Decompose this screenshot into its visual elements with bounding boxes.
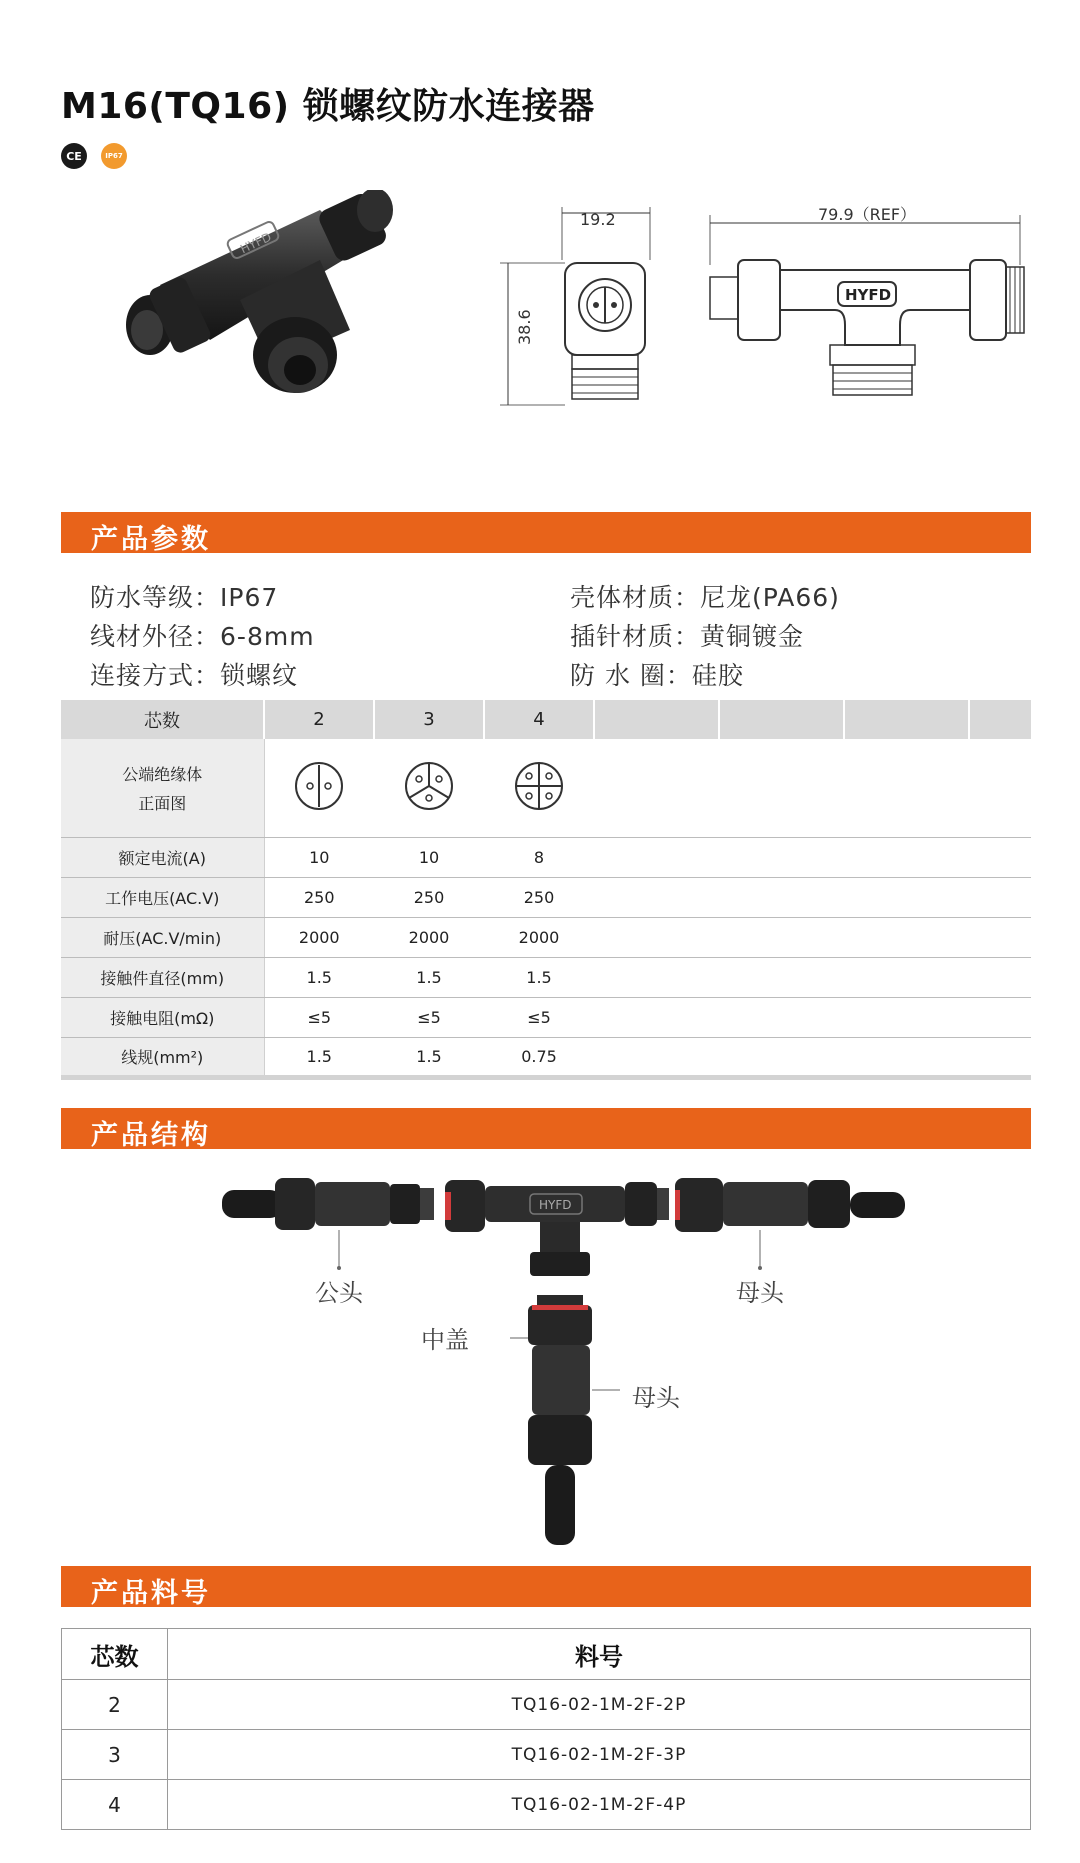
label-female-connector-right: 母头 bbox=[736, 1279, 784, 1307]
spec-table-header bbox=[61, 700, 1031, 739]
table-cell: 250 bbox=[264, 877, 374, 917]
table-cell: 2 bbox=[62, 1680, 168, 1730]
table-cell: ≤5 bbox=[374, 997, 484, 1037]
pin-3-diagram bbox=[374, 739, 484, 837]
table-cell: 1.5 bbox=[484, 957, 594, 997]
table-cell: TQ16-02-1M-2F-4P bbox=[168, 1780, 1031, 1830]
label-male-connector: 公头 bbox=[315, 1279, 363, 1307]
spec-table bbox=[61, 700, 1031, 1080]
section-title: 产品料号 bbox=[91, 1578, 211, 1609]
table-cell: 2000 bbox=[374, 917, 484, 957]
table-cell: 2000 bbox=[484, 917, 594, 957]
product-photo bbox=[120, 190, 470, 420]
table-row bbox=[61, 997, 1031, 1037]
section-header-structure bbox=[61, 1108, 1031, 1149]
table-cell: 2000 bbox=[264, 917, 374, 957]
pn-table-header bbox=[62, 1629, 1031, 1680]
ip67-certification-icon: IP67 bbox=[101, 143, 127, 169]
drawing-brand-label: HYFD bbox=[845, 286, 892, 304]
front-view-drawing bbox=[700, 205, 1040, 410]
core-count-header: 芯数 bbox=[62, 1629, 168, 1680]
height-dimension: 38.6 bbox=[515, 309, 534, 345]
section-header-params bbox=[61, 512, 1031, 553]
table-row bbox=[62, 1730, 1031, 1780]
length-dimension: 79.9（REF） bbox=[818, 205, 917, 224]
pin-3-icon bbox=[403, 760, 455, 812]
label-middle-cap: 中盖 bbox=[421, 1326, 469, 1354]
table-cell: 250 bbox=[484, 877, 594, 917]
row-label: 线规(mm²) bbox=[61, 1037, 264, 1077]
table-cell: 1.5 bbox=[264, 957, 374, 997]
part-number-header: 料号 bbox=[168, 1629, 1031, 1680]
row-label: 接触电阻(mΩ) bbox=[61, 997, 264, 1037]
table-row bbox=[61, 739, 1031, 837]
core-col bbox=[969, 700, 1031, 739]
page-title: M16(TQ16) 锁螺纹防水连接器 bbox=[61, 86, 595, 127]
param-seal: 防 水 圈：硅胶 bbox=[570, 661, 744, 690]
table-cell: 4 bbox=[62, 1780, 168, 1830]
param-pin-material: 插针材质：黄铜镀金 bbox=[570, 622, 805, 651]
core-col bbox=[719, 700, 844, 739]
table-row bbox=[61, 877, 1031, 917]
row-label: 耐压(AC.V/min) bbox=[61, 917, 264, 957]
core-count-header: 芯数 bbox=[61, 700, 264, 739]
table-cell: 1.5 bbox=[374, 957, 484, 997]
row-label: 工作电压(AC.V) bbox=[61, 877, 264, 917]
table-cell: 10 bbox=[264, 837, 374, 877]
table-cell: 10 bbox=[374, 837, 484, 877]
table-cell: 3 bbox=[62, 1730, 168, 1780]
table-row bbox=[62, 1780, 1031, 1830]
table-cell: 1.5 bbox=[264, 1037, 374, 1077]
table-row bbox=[61, 1037, 1031, 1077]
width-dimension: 19.2 bbox=[580, 210, 616, 229]
side-view-drawing bbox=[490, 205, 660, 410]
ce-certification-icon: CE bbox=[61, 143, 87, 169]
param-housing-material: 壳体材质：尼龙(PA66) bbox=[570, 583, 840, 612]
core-col: 2 bbox=[264, 700, 374, 739]
structure-brand-label: HYFD bbox=[539, 1198, 572, 1212]
table-cell: TQ16-02-1M-2F-2P bbox=[168, 1680, 1031, 1730]
core-col: 3 bbox=[374, 700, 484, 739]
section-title: 产品参数 bbox=[91, 524, 211, 555]
core-col bbox=[844, 700, 969, 739]
param-waterproof: 防水等级：IP67 bbox=[90, 583, 279, 612]
section-title: 产品结构 bbox=[91, 1120, 211, 1151]
section-header-part-numbers bbox=[61, 1566, 1031, 1607]
core-col: 4 bbox=[484, 700, 594, 739]
row-label: 接触件直径(mm) bbox=[61, 957, 264, 997]
pin-diagram-label: 公端绝缘体 正面图 bbox=[61, 739, 264, 837]
table-cell: 1.5 bbox=[374, 1037, 484, 1077]
table-cell: ≤5 bbox=[264, 997, 374, 1037]
table-row bbox=[61, 837, 1031, 877]
pin-2-icon bbox=[293, 760, 345, 812]
structure-exploded-view bbox=[0, 1160, 1080, 1560]
table-cell: 0.75 bbox=[484, 1037, 594, 1077]
table-cell: 250 bbox=[374, 877, 484, 917]
table-cell: 8 bbox=[484, 837, 594, 877]
row-label: 额定电流(A) bbox=[61, 837, 264, 877]
table-row bbox=[62, 1680, 1031, 1730]
table-cell: ≤5 bbox=[484, 997, 594, 1037]
pin-4-diagram bbox=[484, 739, 594, 837]
product-brand-label: HYFD bbox=[238, 229, 274, 257]
pin-4-icon bbox=[513, 760, 565, 812]
table-row bbox=[61, 957, 1031, 997]
label-female-connector-bottom: 母头 bbox=[632, 1384, 680, 1412]
part-number-table bbox=[61, 1628, 1031, 1830]
table-row bbox=[61, 917, 1031, 957]
pin-2-diagram bbox=[264, 739, 374, 837]
core-col bbox=[594, 700, 719, 739]
param-connection: 连接方式：锁螺纹 bbox=[90, 661, 299, 690]
param-cable-diameter: 线材外径：6-8mm bbox=[90, 622, 315, 651]
table-cell: TQ16-02-1M-2F-3P bbox=[168, 1730, 1031, 1780]
